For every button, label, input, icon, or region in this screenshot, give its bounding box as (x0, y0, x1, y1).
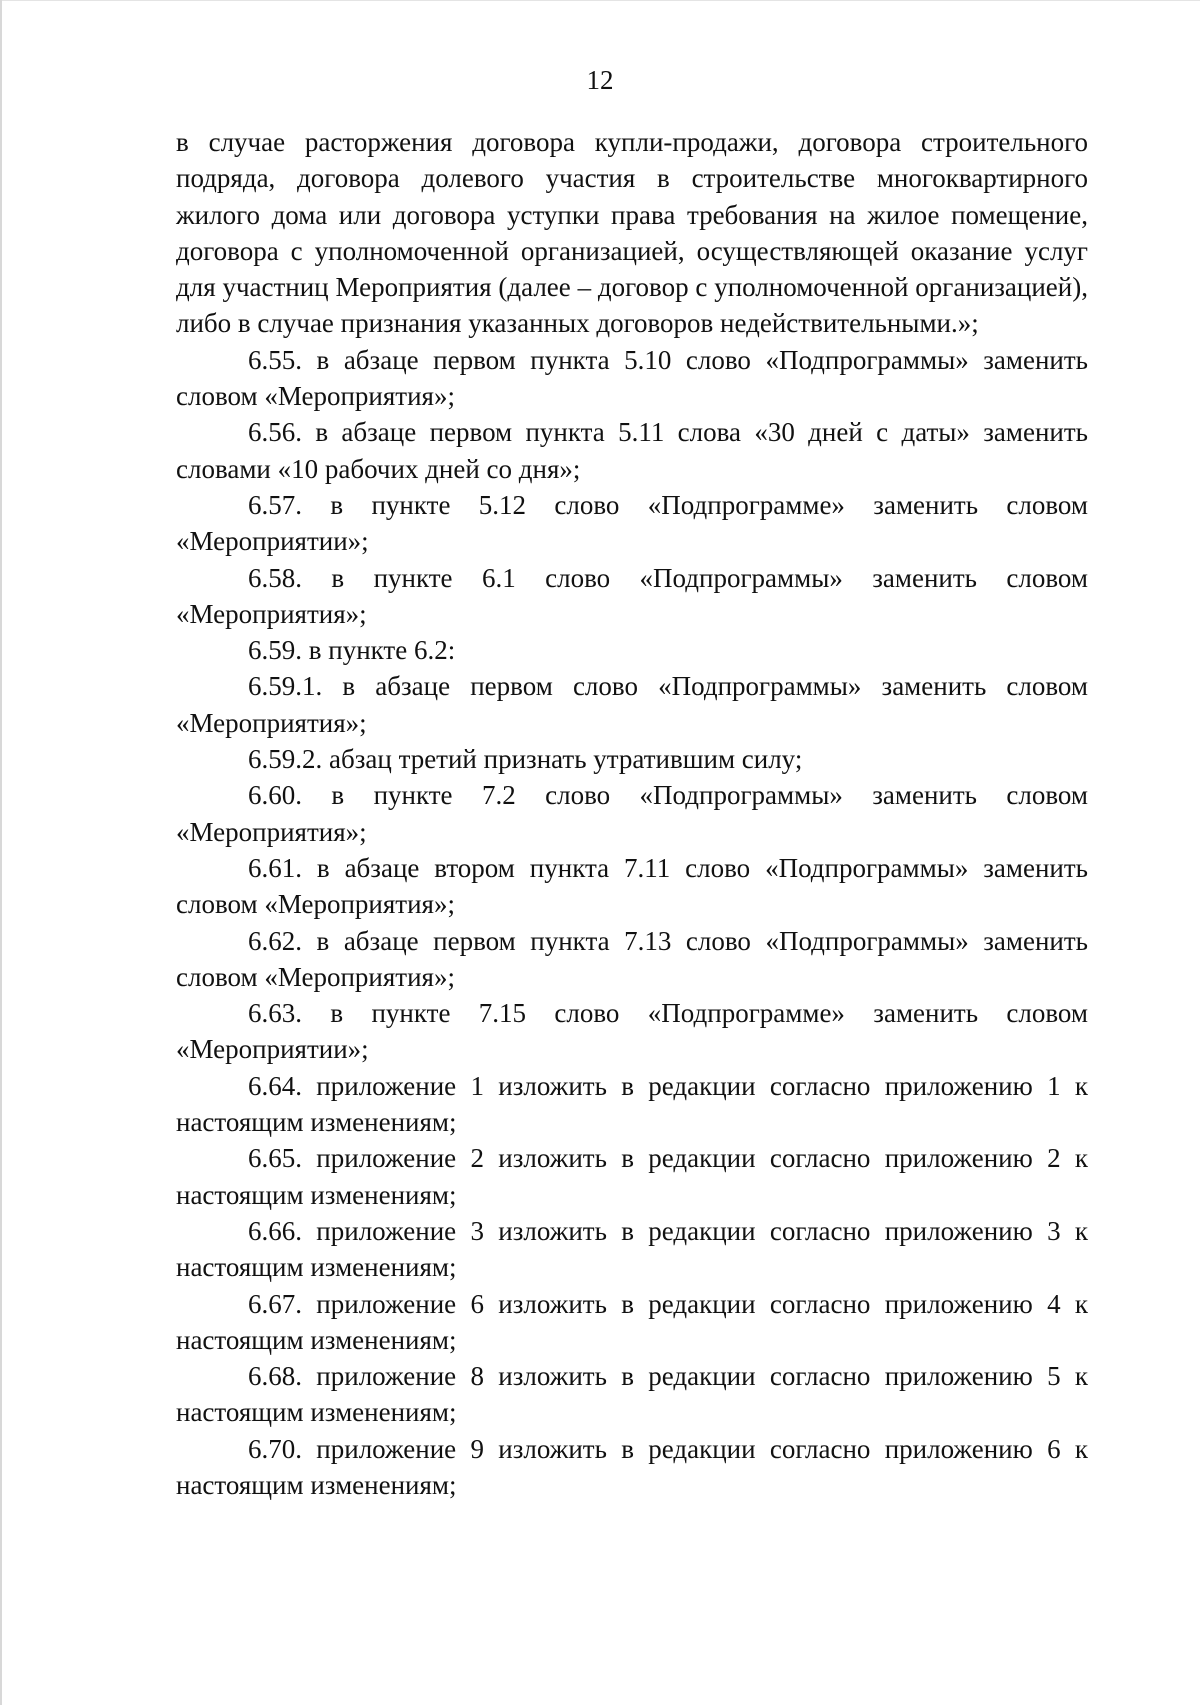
paragraph-6-59-1: 6.59.1. в абзаце первом слово «Подпрограммы» заменить словом «Мероприятия»; (176, 671, 1088, 738)
page-number: 12 (586, 65, 614, 95)
paragraph-6-60: 6.60. в пункте 7.2 слово «Подпрограммы» заменить словом «Мероприятия»; (176, 780, 1088, 847)
paragraph-6-56: 6.56. в абзаце первом пункта 5.11 слова «30 дней с даты» заменить словами «10 рабочих дней со дня»; (176, 417, 1088, 484)
paragraph-6-61: 6.61. в абзаце втором пункта 7.11 слово «Подпрограммы» заменить словом «Мероприятия»; (176, 852, 1088, 920)
paragraph-6-58: 6.58. в пункте 6.1 слово «Подпрограммы» заменить словом «Мероприятия»; (176, 562, 1088, 629)
paragraph-6-57: 6.57. в пункте 5.12 слово «Подпрограмме» заменить словом «Мероприятии»; (176, 489, 1088, 557)
document-body (176, 124, 1088, 1503)
scan-edge-left (0, 0, 2, 1705)
paragraph-6-67: 6.67. приложение 6 изложить в редакции согласно приложению 4 к настоящим изменениям; (176, 1288, 1088, 1355)
paragraph-continuation: в случае расторжения договора купли-продажи, договора строительного подряда, договора долевого участия в строительстве многоквартирного жилого дома или договора уступки права требования на жилое помещение, договора с уполномоченной организацией, осуществляющей оказание услуг для участниц Мероприятия (далее – договор с уполномоченной организацией), либо в случае признания указанных договоров недействительными.»; (176, 127, 1088, 339)
paragraph-6-62: 6.62. в абзаце первом пункта 7.13 слово «Подпрограммы» заменить словом «Мероприятия»; (176, 925, 1088, 992)
paragraph-6-59-2: 6.59.2. абзац третий признать утратившим силу; (248, 744, 803, 775)
scan-edge-top (0, 0, 1200, 1)
paragraph-6-65: 6.65. приложение 2 изложить в редакции согласно приложению 2 к настоящим изменениям; (176, 1143, 1088, 1210)
paragraph-6-68: 6.68. приложение 8 изложить в редакции согласно приложению 5 к настоящим изменениям; (176, 1361, 1088, 1428)
paragraph-6-66: 6.66. приложение 3 изложить в редакции согласно приложению 3 к настоящим изменениям; (176, 1215, 1088, 1283)
paragraph-6-59: 6.59. в пункте 6.2: (248, 635, 456, 666)
paragraph-6-63: 6.63. в пункте 7.15 слово «Подпрограмме» заменить словом «Мероприятии»; (176, 998, 1088, 1065)
paragraph-6-55: 6.55. в абзаце первом пункта 5.10 слово «Подпрограммы» заменить словом «Мероприятия»; (176, 344, 1088, 412)
paragraph-6-70: 6.70. приложение 9 изложить в редакции согласно приложению 6 к настоящим изменениям; (176, 1433, 1088, 1500)
paragraph-6-64: 6.64. приложение 1 изложить в редакции согласно приложению 1 к настоящим изменениям; (176, 1070, 1088, 1138)
